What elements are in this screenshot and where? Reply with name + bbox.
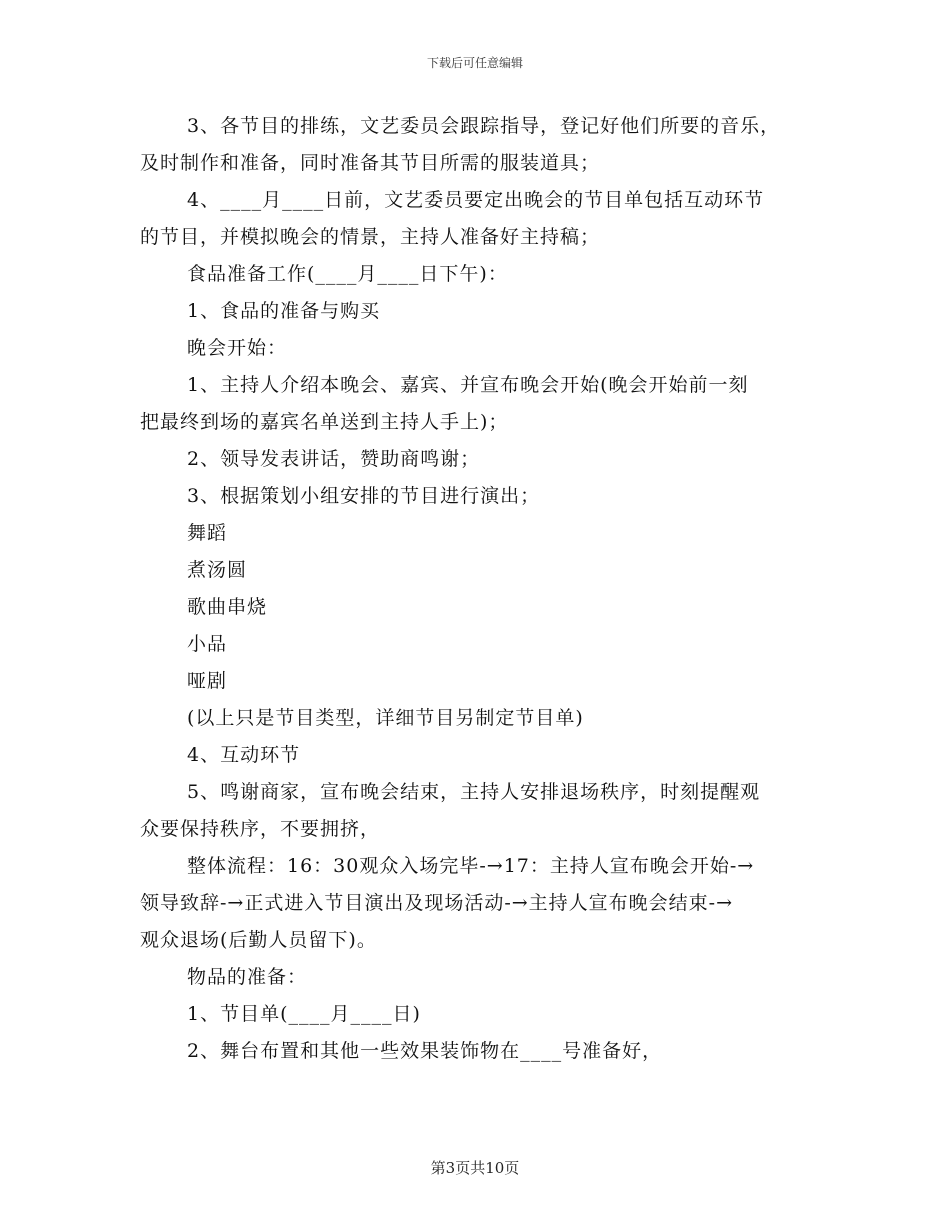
text-line: 3、各节目的排练，文艺委员会跟踪指导，登记好他们所要的音乐， bbox=[187, 115, 781, 137]
text-line: 哑剧 bbox=[187, 670, 228, 692]
text-line: 2、领导发表讲话，赞助商鸣谢； bbox=[187, 448, 481, 470]
page-footer: 第3页共10页 bbox=[430, 1159, 520, 1177]
text-line: 整体流程：16：30观众入场完毕-→17：主持人宣布晚会开始-→ bbox=[187, 855, 755, 877]
text-line: 3、根据策划小组安排的节目进行演出； bbox=[187, 485, 541, 507]
text-line: 把最终到场的嘉宾名单送到主持人手上)； bbox=[140, 411, 509, 433]
text-line: 歌曲串烧 bbox=[187, 596, 268, 618]
text-line: 1、节目单(____月____日) bbox=[187, 1003, 421, 1025]
document-body bbox=[140, 108, 820, 1070]
text-line: 4、____月____日前，文艺委员要定出晚会的节目单包括互动环节 bbox=[187, 189, 765, 211]
text-line: 4、互动环节 bbox=[187, 744, 301, 766]
text-line: 众要保持秩序，不要拥挤， bbox=[140, 818, 381, 840]
text-line: 1、食品的准备与购买 bbox=[187, 300, 381, 322]
text-line: 领导致辞-→正式进入节目演出及现场活动-→主持人宣布晚会结束-→ bbox=[140, 892, 734, 914]
text-line: 物品的准备： bbox=[187, 966, 308, 988]
text-line: 的节目，并模拟晚会的情景，主持人准备好主持稿； bbox=[140, 226, 601, 248]
text-line: 晚会开始： bbox=[187, 337, 288, 359]
text-line: 煮汤圆 bbox=[187, 559, 248, 581]
text-line: 2、舞台布置和其他一些效果装饰物在____号准备好， bbox=[187, 1040, 663, 1062]
text-line: 及时制作和准备，同时准备其节目所需的服装道具； bbox=[140, 152, 601, 174]
text-line: 食品准备工作(____月____日下午)： bbox=[187, 263, 508, 285]
text-line: (以上只是节目类型，详细节目另制定节目单) bbox=[187, 707, 584, 729]
page-header: 下载后可任意编辑 bbox=[426, 56, 523, 70]
text-line: 舞蹈 bbox=[187, 522, 228, 544]
text-line: 观众退场(后勤人员留下)。 bbox=[140, 929, 377, 951]
text-line: 5、鸣谢商家，宣布晚会结束，主持人安排退场秩序，时刻提醒观 bbox=[187, 781, 761, 803]
text-line: 1、主持人介绍本晚会、嘉宾、并宣布晚会开始(晚会开始前一刻 bbox=[187, 374, 749, 396]
text-line: 小品 bbox=[187, 633, 228, 655]
